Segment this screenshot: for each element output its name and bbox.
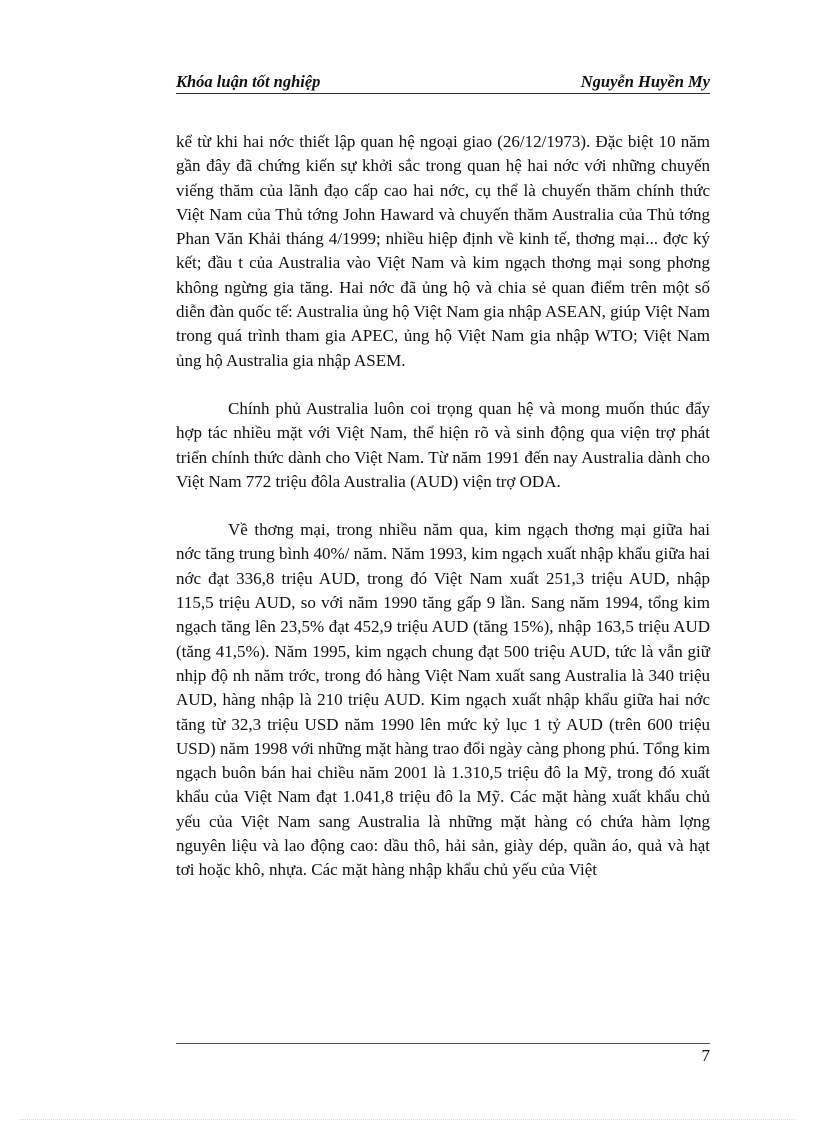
header-divider: [176, 93, 710, 94]
body-text: [176, 130, 710, 883]
paragraph-oda-aid: Chính phủ Australia luôn coi trọng quan hệ và mong muốn thúc đẩy hợp tác nhiều mặt với Việt Nam, thể hiện rõ và sinh động qua viện trợ phát triển chính thức dành cho Việt Nam. Từ năm 1991 đến nay Australia dành cho Việt Nam 772 triệu đôla Australia (AUD) viện trợ ODA.: [176, 398, 710, 491]
page-number: 7: [701, 1046, 710, 1065]
header-thesis-title: Khóa luận tốt nghiệp: [176, 72, 321, 91]
page-bottom-edge: [20, 1119, 796, 1120]
paragraph-trade: Về thơng mại, trong nhiều năm qua, kim ngạch thơng mại giữa hai nớc tăng trung bình 40%/ năm. Năm 1993, kim ngạch xuất nhập khẩu giữa hai nớc đạt 336,8 triệu AUD, trong đó Việt Nam xuất 251,3 triệu AUD, nhập 115,5 triệu AUD, so với năm 1990 tăng gấp 9 lần. Sang năm 1994, tổng kim ngạch tăng lên 23,5% đạt 452,9 triệu AUD (tăng 15%), nhập 163,5 triệu AUD (tăng 41,5%). Năm 1995, kim ngạch chung đạt 500 triệu AUD, tức là vẫn giữ nhịp độ nh năm trớc, trong đó hàng Việt Nam xuất sang Australia là 340 triệu AUD, hàng nhập là 210 triệu AUD. Kim ngạch xuất nhập khẩu giữa hai nớc tăng từ 32,3 triệu USD năm 1990 lên mức kỷ lục 1 tỷ AUD (trên 600 triệu USD) năm 1998 với những mặt hàng trao đổi ngày càng phong phú. Tổng kim ngạch buôn bán hai chiều năm 2001 là 1.310,5 triệu đô la Mỹ, trong đó xuất khẩu của Việt Nam đạt 1.041,8 triệu đô la Mỹ. Các mặt hàng xuất khẩu chủ yếu của Việt Nam sang Australia là những mặt hàng có chứa hàm lợng nguyên liệu và lao động cao: dầu thô, hải sản, giày dép, quần áo, quả và hạt tơi hoặc khô, nhựa. Các mặt hàng nhập khẩu chủ yếu của Việt: [176, 520, 710, 880]
page-header: [176, 72, 710, 92]
paragraph-diplomatic-relations: kể từ khi hai nớc thiết lập quan hệ ngoại giao (26/12/1973). Đặc biệt 10 năm gần đây đã chứng kiến sự khởi sắc trong quan hệ hai nớc với những chuyến viếng thăm của lãnh đạo cấp cao hai nớc, cụ thể là chuyến thăm chính thức Việt Nam của Thủ tớng John Haward và chuyến thăm Australia của Thủ tớng Phan Văn Khải tháng 4/1999; nhiều hiệp định về kinh tế, thơng mại... đợc ký kết; đầu t của Australia vào Việt Nam và kim ngạch thơng mại song phơng không ngừng gia tăng. Hai nớc đã ủng hộ và chia sẻ quan điểm trên một số diễn đàn quốc tế: Australia ủng hộ Việt Nam gia nhập ASEAN, giúp Việt Nam trong quá trình tham gia APEC, ủng hộ Việt Nam gia nhập WTO; Việt Nam ủng hộ Australia gia nhập ASEM.: [176, 132, 710, 370]
header-author-name: Nguyễn Huyền My: [580, 72, 710, 91]
footer-divider: [176, 1043, 710, 1044]
